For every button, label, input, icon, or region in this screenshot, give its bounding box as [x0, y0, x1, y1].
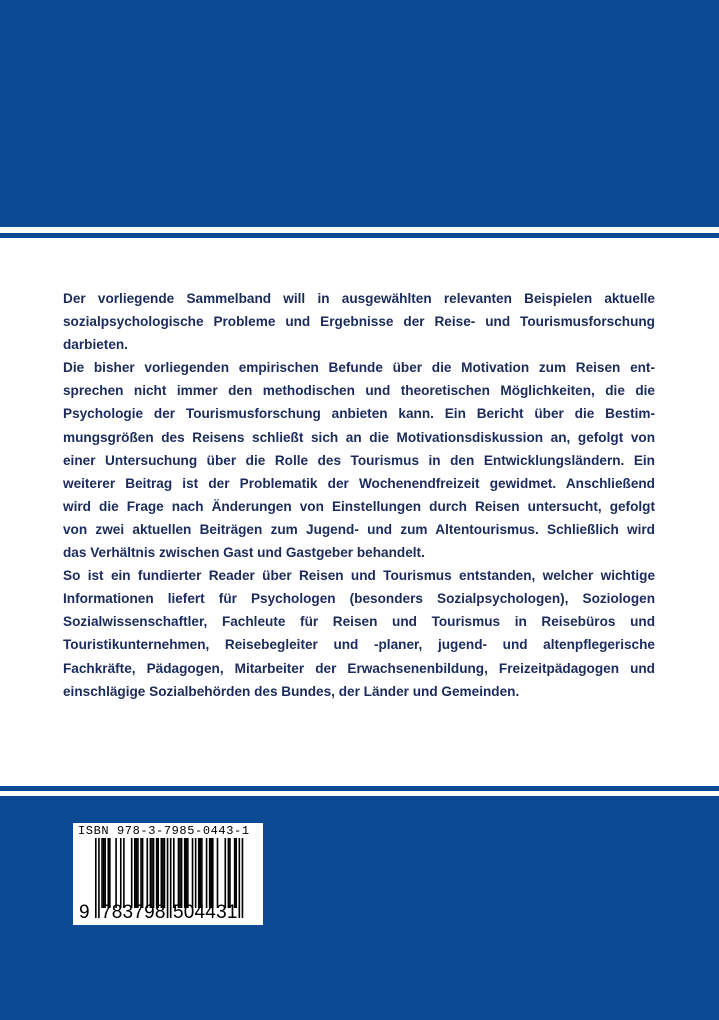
- bottom-divider-stripe: [0, 786, 719, 791]
- barcode-bar: [151, 838, 153, 908]
- blurb-line: Informationen liefert für Psychologen (besonders Sozialpsychologen), Soziologen: [63, 591, 655, 607]
- blurb-line: Sozialwissenschaftler, Fachleute für Reisen und Tourismus in Reisebüros und: [63, 614, 655, 630]
- barcode-bar: [224, 838, 226, 908]
- blurb-line: sozialpsychologische Probleme und Ergebnisse der Reise- und Tourismusforschung: [63, 314, 655, 330]
- barcode-bar: [185, 838, 187, 908]
- barcode-bar: [103, 838, 105, 908]
- blurb-line: weiterer Beitrag ist der Problematik der Wochenendfreizeit gewidmet. Anschließend: [63, 475, 655, 491]
- back-cover-blurb: [63, 287, 655, 703]
- blurb-line: sprechen nicht immer den methodischen und theoretischen Möglichkeiten, die die: [63, 383, 655, 399]
- barcode-bar: [162, 838, 164, 908]
- blurb-line: von zwei aktuellen Beiträgen zum Jugend- und zum Altentourismus. Schließlich wird: [63, 521, 655, 537]
- barcode-bar: [228, 838, 230, 908]
- blurb-line: Touristikunternehmen, Reisebegleiter und -planer, jugend- und altenpflegerische: [63, 637, 655, 653]
- barcode-bar: [212, 838, 214, 908]
- ean-first-digit: 9: [79, 902, 90, 923]
- barcode-bar: [164, 838, 166, 908]
- barcode-bar: [153, 838, 155, 908]
- barcode-bar: [178, 838, 180, 908]
- blurb-line: einschlägige Sozialbehörden des Bundes, der Länder und Gemeinden.: [63, 683, 520, 699]
- barcode-bar: [123, 838, 125, 908]
- barcode-bar: [179, 838, 181, 908]
- blurb-line: Die bisher vorliegenden empirischen Befunde über die Motivation zum Reisen ent-: [63, 360, 655, 376]
- barcode-bar: [150, 838, 152, 908]
- barcode-bar: [101, 838, 103, 908]
- barcode-bar: [192, 838, 194, 908]
- barcode-bar: [104, 838, 106, 908]
- barcode-bar: [156, 838, 158, 908]
- barcode-bar: [98, 838, 100, 918]
- ean-left-digits: 783798: [101, 902, 166, 923]
- barcode-bar: [201, 838, 203, 908]
- barcode-bar: [95, 838, 97, 918]
- barcode-bar: [200, 838, 202, 908]
- barcode-bar: [134, 838, 136, 908]
- barcode-bar: [234, 838, 236, 908]
- barcode-bar: [107, 838, 109, 908]
- barcode-bar: [109, 838, 111, 908]
- barcode-bar: [235, 838, 237, 908]
- barcode-bar: [157, 838, 159, 908]
- barcode-bar: [187, 838, 189, 908]
- blurb-line: mungsgrößen des Reisens schließt sich an die Motivationsdiskussion an, gefolgt von: [63, 429, 655, 445]
- barcode-bar: [217, 838, 219, 908]
- top-blue-band: [0, 0, 719, 227]
- barcode-bar: [136, 838, 138, 908]
- blurb-line: einer Untersuchung über die Rolle des Tourismus in den Entwicklungsländern. Ein: [63, 452, 655, 468]
- barcode-bar: [142, 838, 144, 908]
- barcode-bar: [198, 838, 200, 908]
- blurb-line: Psychologie der Tourismusforschung anbieten kann. Ein Bericht über die Bestim-: [63, 406, 655, 422]
- barcode-bar: [137, 838, 139, 908]
- barcode-bar: [167, 838, 169, 918]
- barcode-bar: [173, 838, 175, 908]
- barcode-bar: [206, 838, 208, 908]
- blurb-line: Der vorliegende Sammelband will in ausgewählten relevanten Beispielen aktuelle: [63, 291, 655, 306]
- top-divider-stripe: [0, 233, 719, 238]
- ean-right-digits: 504431: [173, 902, 238, 923]
- barcode-bar: [239, 838, 241, 918]
- barcode-bar: [184, 838, 186, 908]
- barcode-bar: [210, 838, 212, 908]
- barcode-bar: [170, 838, 172, 918]
- barcode-bar: [229, 838, 231, 908]
- blurb-line: darbieten.: [63, 337, 128, 353]
- barcode-bar: [131, 838, 133, 908]
- barcode-bar: [242, 838, 244, 918]
- blurb-line: wird die Frage nach Änderungen von Einstellungen durch Reisen untersucht, gefolgt: [63, 498, 655, 514]
- barcode-bar: [161, 838, 163, 908]
- barcode-bar: [181, 838, 183, 908]
- barcode-bar: [146, 838, 148, 908]
- barcode-bar: [115, 838, 117, 908]
- blurb-line: So ist ein fundierter Reader über Reisen und Tourismus entstanden, welcher wichtige: [63, 568, 655, 584]
- barcode-bar: [120, 838, 122, 908]
- barcode-bar: [209, 838, 211, 908]
- isbn-barcode: [73, 823, 263, 925]
- isbn-label: ISBN 978-3-7985-0443-1: [78, 824, 250, 838]
- blurb-line: Fachkräfte, Pädagogen, Mitarbeiter der Erwachsenenbildung, Freizeitpädagogen und: [63, 660, 655, 676]
- barcode-bar: [140, 838, 142, 908]
- blurb-line: das Verhältnis zwischen Gast und Gastgeber behandelt.: [63, 545, 425, 561]
- barcode-bar: [195, 838, 197, 908]
